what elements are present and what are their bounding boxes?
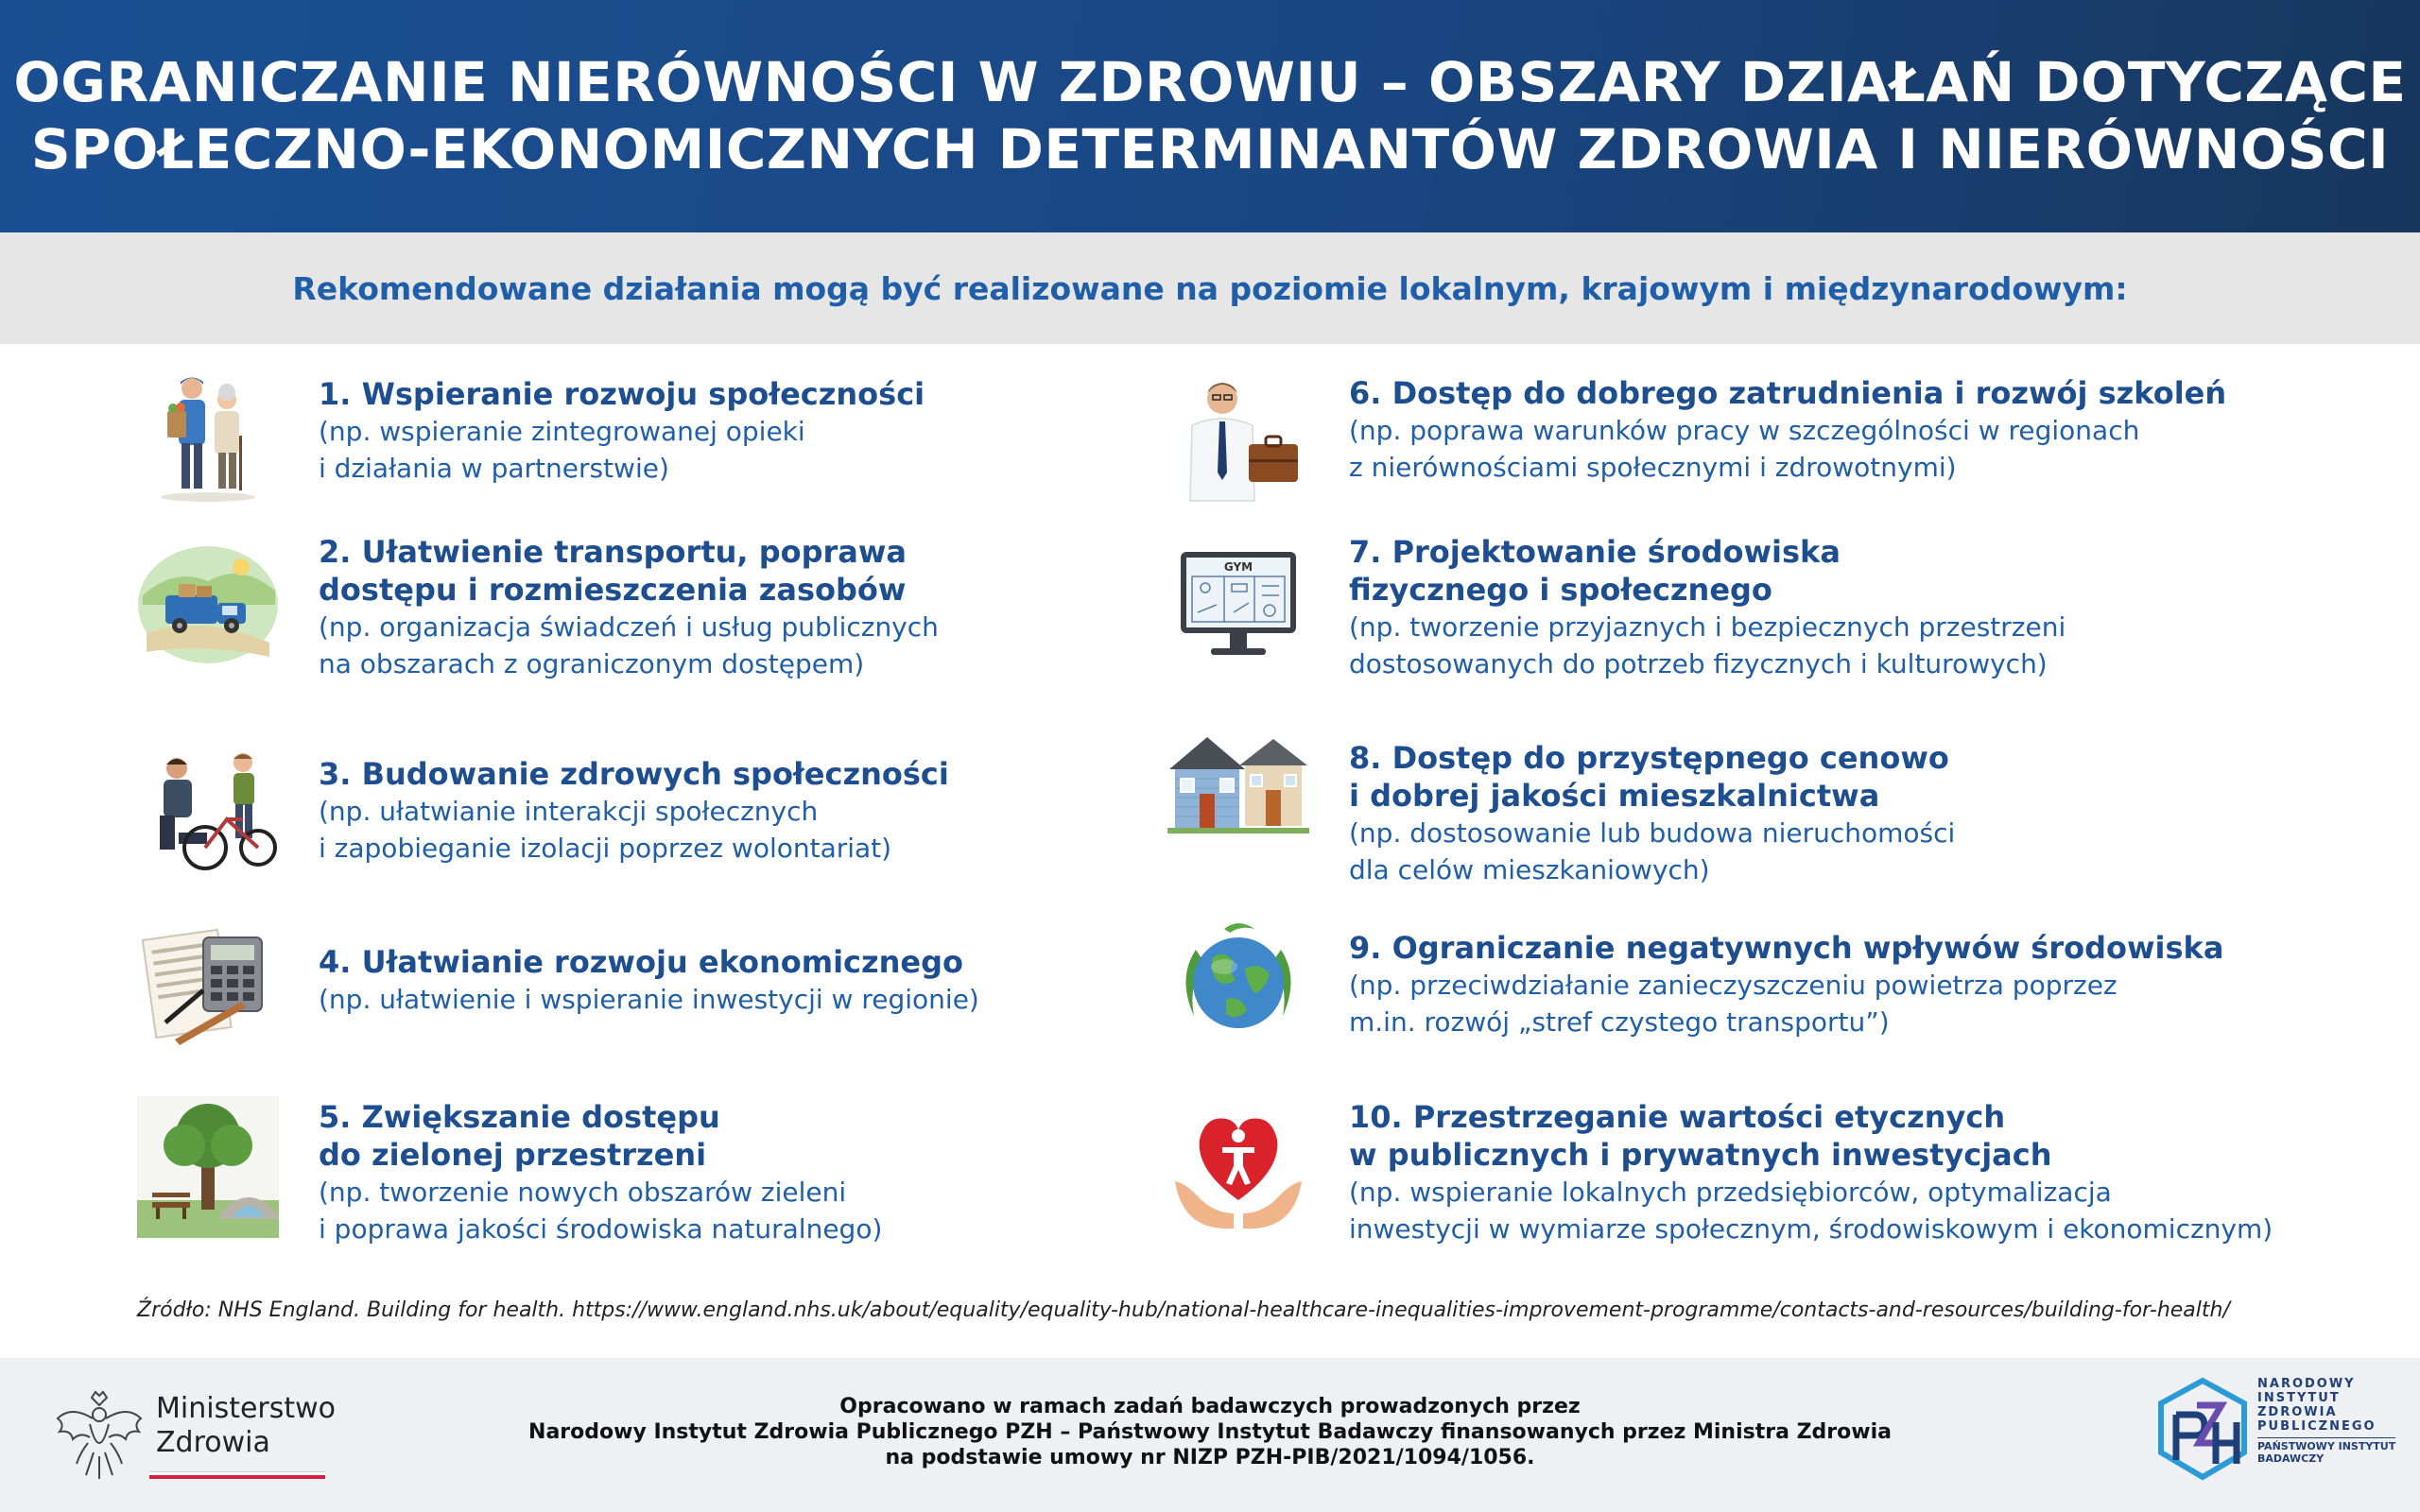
action-item-4 [137,917,979,1058]
source-citation: Źródło: NHS England. Building for health. https://www.england.nhs.uk/about/equality/equality-hub/national-healthcare-inequalities-improvement-programme/contacts-and-resources/building-for-health/ [137,1298,2230,1322]
page-title [13,49,2406,183]
item-title: 4. Ułatwianie rozwoju ekonomicznego [319,944,964,980]
gym-design-monitor-icon [1167,529,1309,671]
item-description: (np. organizacja świadczeń i usług publicznych na obszarach z ograniczonym dostępem) [319,611,939,679]
pzh-line-3: ZDROWIA [2257,1405,2338,1419]
transport-truck-icon [137,529,279,671]
credits-line-3: na podstawie umowy nr NIZP PZH-PIB/2021/1094/1056. [885,1446,1535,1469]
item-title: 3. Budowanie zdrowych społeczności [319,756,949,792]
action-item-5 [137,1096,882,1247]
action-item-7 [1167,529,2066,682]
item-description: (np. dostosowanie lub budowa nieruchomości dla celów mieszkaniowych) [1349,817,1956,885]
action-item-6 [1167,369,2226,510]
action-item-9 [1167,912,2223,1054]
polish-flag-stripe [149,1471,325,1479]
employee-briefcase-icon [1167,369,1309,510]
ministry-name: Ministerstwo Zdrowia [156,1392,337,1459]
item-description: (np. ułatwienie i wspieranie inwestycji w regionie) [319,984,979,1015]
houses-icon [1167,728,1309,869]
action-item-2 [137,529,939,682]
subtitle-bar [0,232,2420,344]
item-title: 6. Dostęp do dobrego zatrudnienia i rozwój szkoleń [1349,375,2227,411]
item-title: 5. Zwiększanie dostępu do zielonej przestrzeni [319,1099,720,1173]
item-description: (np. wspieranie lokalnych przedsiębiorców, optymalizacja inwestycji w wymiarze społecznym, środowiskowym i ekonomicznym) [1349,1177,2273,1245]
action-item-10 [1167,1096,2273,1247]
heart-hands-icon [1167,1096,1309,1238]
pzh-logo [2155,1377,2395,1481]
item-description: (np. wspieranie zintegrowanej opieki i działania w partnerstwie) [319,416,805,484]
item-title: 8. Dostęp do przystępnego cenowo i dobrej jakości mieszkalnictwa [1349,740,1949,814]
pzh-line-1: NARODOWY [2257,1377,2356,1391]
action-item-3 [137,742,949,884]
item-description: (np. przeciwdziałanie zanieczyszczeniu powietrza poprzez m.in. rozwój „stref czystego transportu”) [1349,970,2118,1038]
header-banner [0,0,2420,232]
item-title: 10. Przestrzeganie wartości etycznych w publicznych i prywatnych inwestycjach [1349,1099,2052,1173]
item-title: 2. Ułatwienie transportu, poprawa dostępu i rozmieszczenia zasobów [319,534,908,608]
credits-line-2: Narodowy Instytut Zdrowia Publicznego PZH – Państwowy Instytut Badawczy finansowanych przez Ministra Zdrowia [528,1420,1892,1444]
volunteer-bike-icon [137,742,279,884]
action-item-1 [137,362,925,504]
item-description: (np. tworzenie przyjaznych i bezpiecznych przestrzeni dostosowanych do potrzeb fizycznych i kulturowych) [1349,611,2066,679]
credits-line-1: Opracowano w ramach zadań badawczych prowadzonych przez [839,1395,1581,1418]
green-space-tree-icon [137,1096,279,1238]
eagle-emblem-icon [52,1386,147,1486]
green-globe-icon [1167,912,1309,1054]
item-title: 9. Ograniczanie negatywnych wpływów środowiska [1349,930,2224,966]
title-line-2: SPOŁECZNO-EKONOMICZNYCH DETERMINANTÓW ZDROWIA I NIERÓWNOŚCI [30,117,2390,181]
pzh-mark-icon [2155,1377,2250,1481]
footer [0,1358,2420,1512]
pzh-line-4: PUBLICZNEGO [2257,1419,2377,1434]
action-item-8 [1167,728,1955,888]
item-title: 7. Projektowanie środowiska fizycznego i społecznego [1349,534,1841,608]
subtitle: Rekomendowane działania mogą być realizowane na poziomie lokalnym, krajowym i międzynarodowym: [292,269,2128,307]
item-title: 1. Wspieranie rozwoju społeczności [319,376,925,412]
pzh-line-2: INSTYTUT [2257,1391,2341,1405]
svg-text:GYM: GYM [1223,560,1253,574]
pzh-sub-1: PAŃSTWOWY INSTYTUT [2257,1437,2395,1452]
community-support-icon [137,362,279,504]
item-description: (np. ułatwianie interakcji społecznych i zapobieganie izolacji poprzez wolontariat) [319,796,892,864]
item-description: (np. poprawa warunków pracy w szczególności w regionach z nierównościami społecznymi i zdrowotnymi) [1349,415,2140,483]
calculator-documents-icon [137,917,279,1058]
credits-text [510,1394,1910,1470]
item-description: (np. tworzenie nowych obszarów zieleni i poprawa jakości środowiska naturalnego) [319,1177,883,1245]
title-line-1: OGRANICZANIE NIERÓWNOŚCI W ZDROWIU – OBSZARY DZIAŁAŃ DOTYCZĄCE [13,50,2407,115]
pzh-sub-2: BADAWCZY [2257,1452,2325,1465]
